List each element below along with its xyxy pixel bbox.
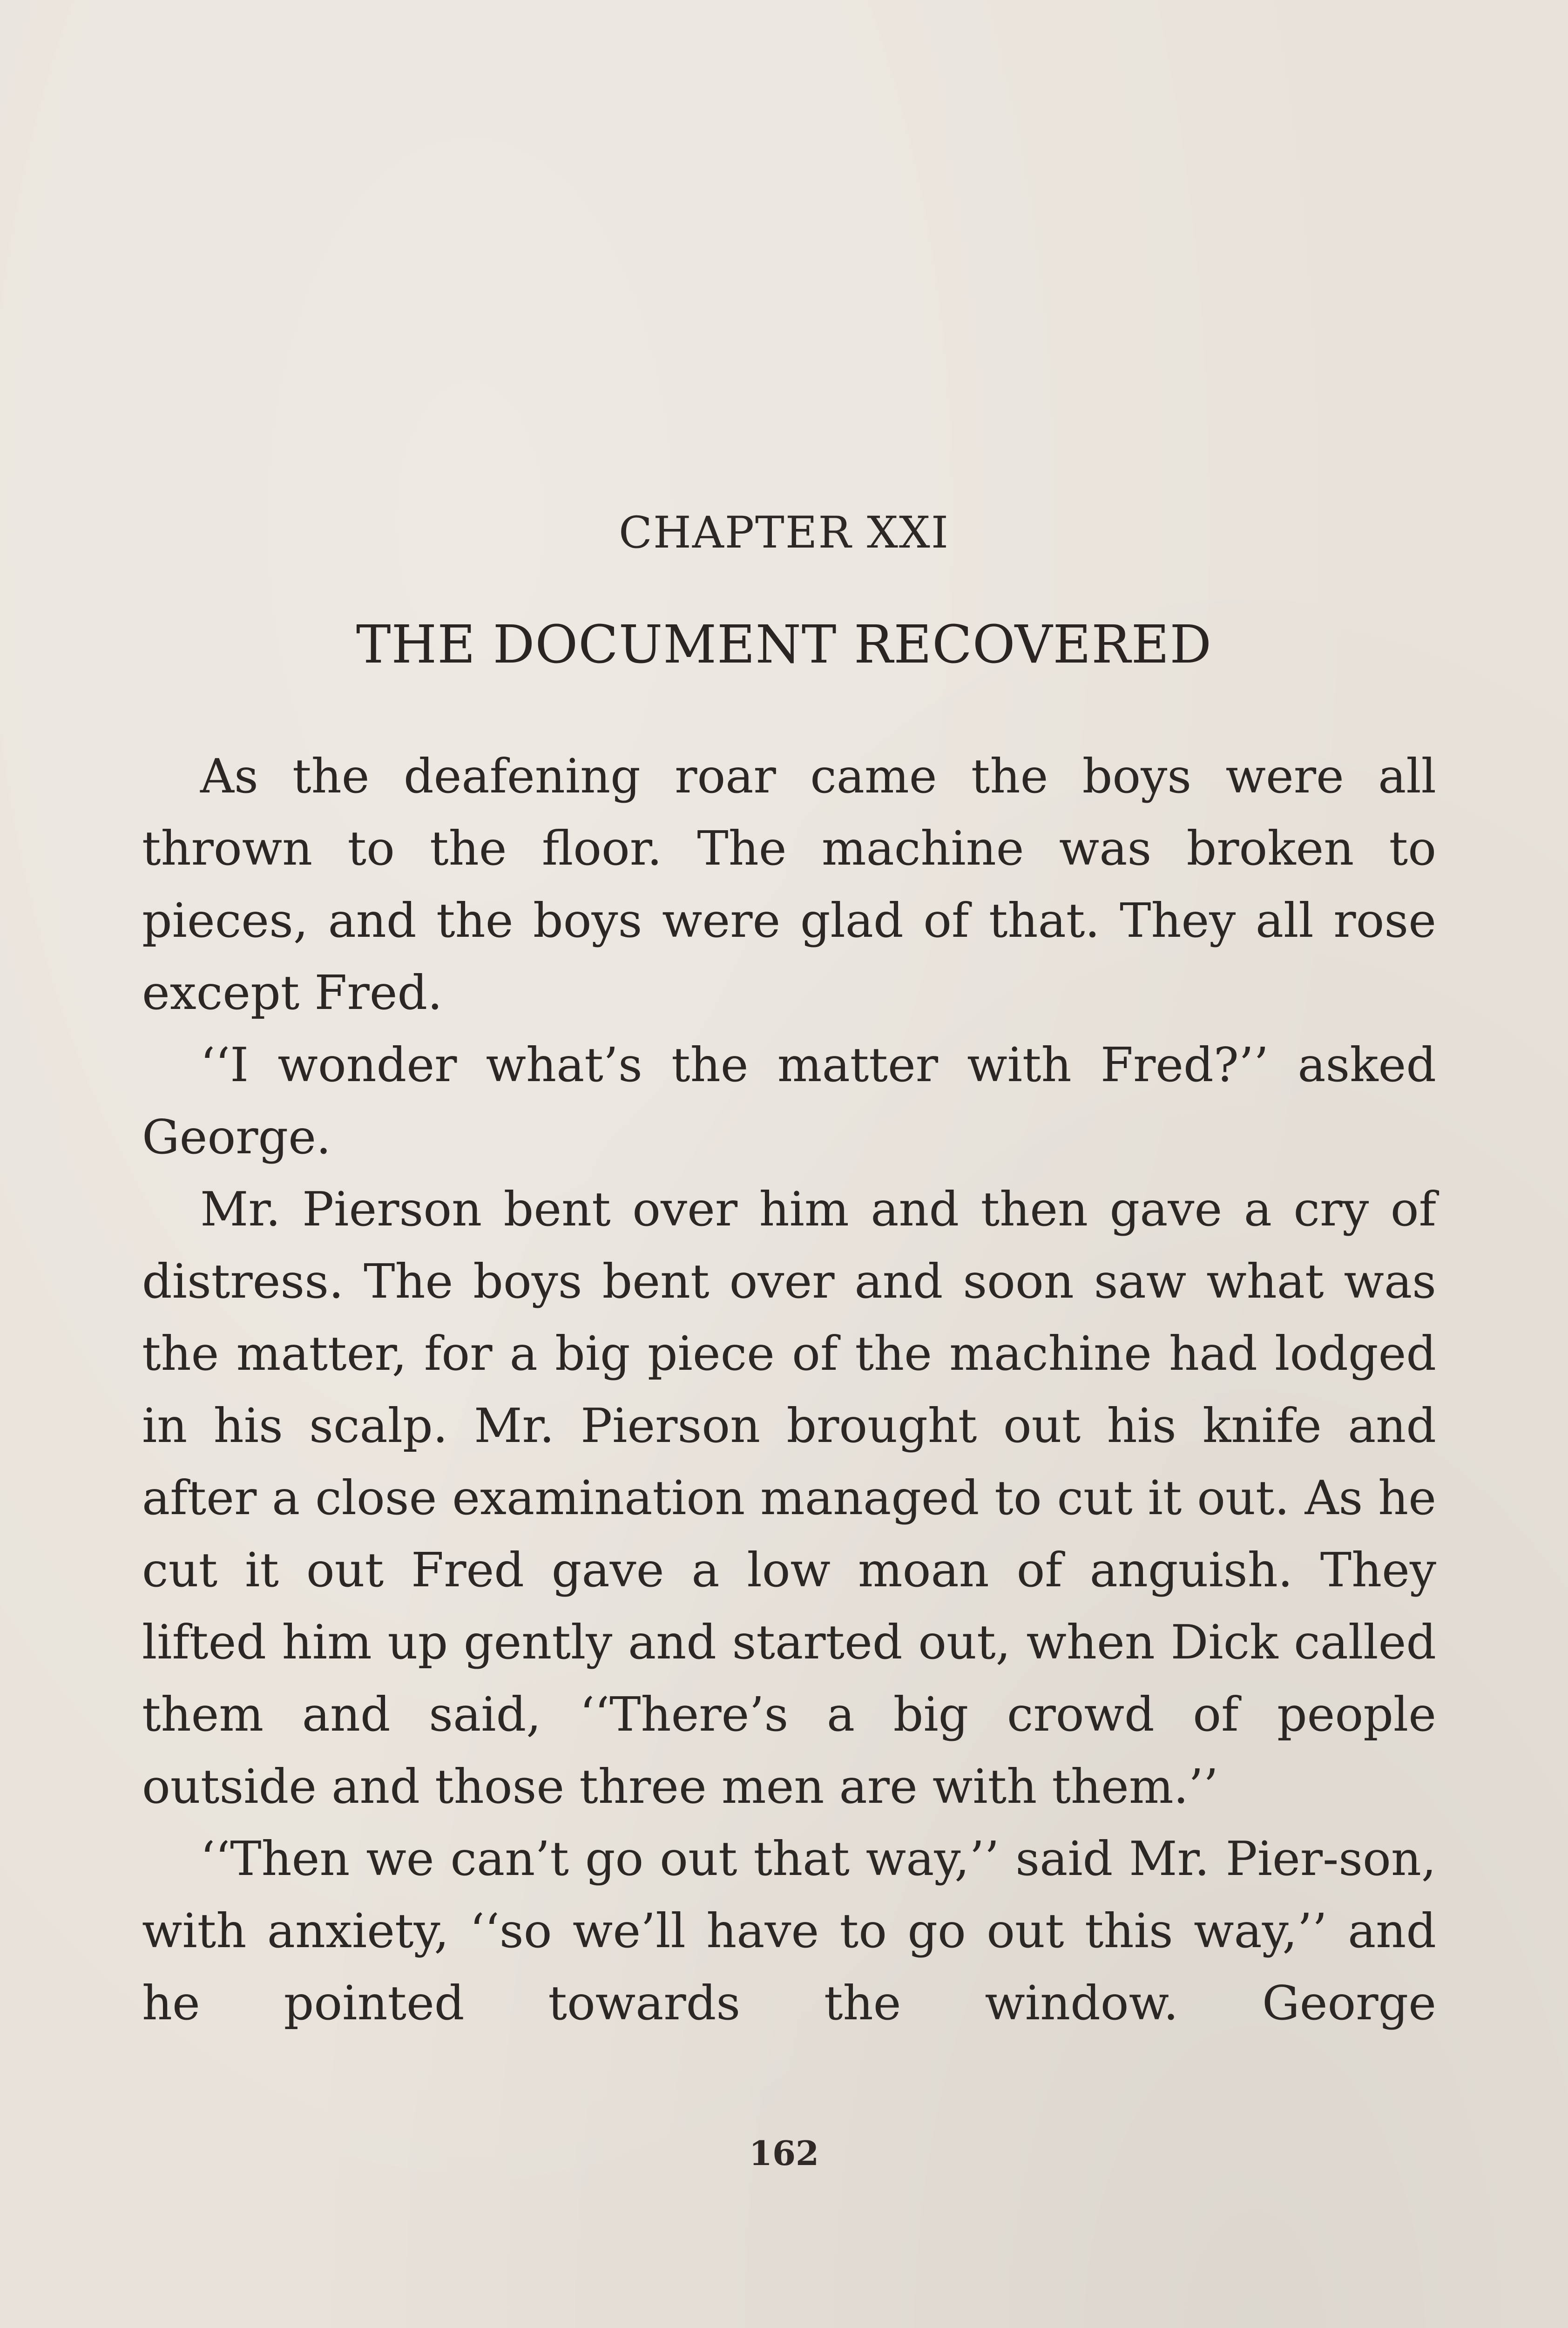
page-number: 162 <box>749 2133 819 2173</box>
paragraph: Mr. Pierson bent over him and then gave a cry of distress. The boys bent over and soon saw what was the matter, for a big piece of the machine had lodged in his scalp. Mr. Pierson brought out his knife and after a close examination managed to cut it out. As he cut it out Fred gave a low moan of anguish. They lifted him up gently and started out, when Dick called them and said, ‘‘There’s a big crowd of people outside and those three men are with them.’’ <box>142 1182 1436 1814</box>
body-text <box>142 740 1436 2039</box>
paragraph: ‘‘I wonder what’s the matter with Fred?’’ asked George. <box>142 1037 1436 1164</box>
paragraph: ‘‘Then we can’t go out that way,’’ said Mr. Pier-son, with anxiety, ‘‘so we’ll have to go out this way,’’ and he pointed towards the window. George <box>142 1831 1436 2030</box>
chapter-title: THE DOCUMENT RECOVERED <box>356 615 1212 675</box>
chapter-number: CHAPTER XXI <box>619 508 949 558</box>
paragraph: As the deafening roar came the boys were all thrown to the floor. The machine was broken to pieces, and the boys were glad of that. They all rose except Fred. <box>142 749 1436 1020</box>
